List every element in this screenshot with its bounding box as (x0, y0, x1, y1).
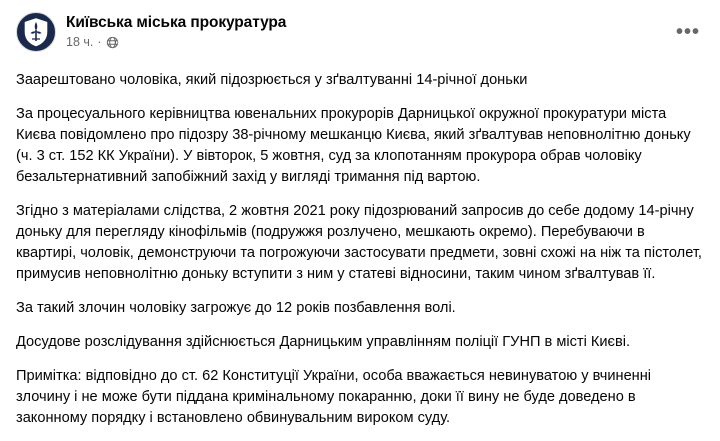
post-paragraph: За такий злочин чоловіку загрожує до 12 років позбавлення волі. (16, 300, 456, 316)
post-header (16, 12, 704, 60)
prosecutor-emblem-icon (21, 16, 51, 48)
post-paragraph: Заарештовано чоловіка, який підозрюється у зґвалтуванні 14-річної доньки (16, 72, 528, 88)
post-timestamp[interactable]: 18 ч. (66, 35, 94, 49)
post-paragraph: За процесуального керівництва ювенальних прокурорів Дарницької окружної прокуратури міста Києва повідомлено про підозру 38-річному мешканцю Києва, який зґвалтував неповнолітню доньку (ч. 3 ст. 152 КК України). У вівторок, 5 жовтня, суд за клопотанням прокурора обрав чоловіку безальтернативний запобіжний захід у вигляді тримання під вартою. (16, 106, 691, 185)
avatar[interactable] (16, 12, 56, 52)
page-name[interactable]: Київська міська прокуратура (66, 14, 287, 31)
more-options-button[interactable]: ••• (675, 20, 700, 43)
post-meta (66, 34, 286, 50)
post-paragraph: Згідно з матеріалами слідства, 2 жовтня 2021 року підозрюваний запросив до себе додому 14-річну доньку для перегляду кінофільмів (подружжя розлучено, мешкають окремо). Перебуваючи в квартирі, чоловік, демонструючи та погрожуючи застосувати предмети, зовні схожі на ніж та пістолет, примусив неповнолітню доньку вступити з ним у статеві відносини, таким чином зґвалтував її. (16, 203, 702, 282)
post-header-text (66, 12, 286, 50)
post-paragraph: Досудове розслідування здійснюється Дарницьким управлінням поліції ГУНП в місті Києві. (16, 334, 631, 350)
post-paragraph: Примітка: відповідно до ст. 62 Конституції України, особа вважається невинуватою у вчиненні злочину і не може бути піддана кримінальному покаранню, доки її вину не буде доведено в законному порядку і встановлено обвинувальним вироком суду. (16, 368, 652, 426)
meta-separator: · (97, 35, 102, 49)
globe-icon[interactable] (106, 36, 119, 49)
post-body (16, 70, 704, 429)
